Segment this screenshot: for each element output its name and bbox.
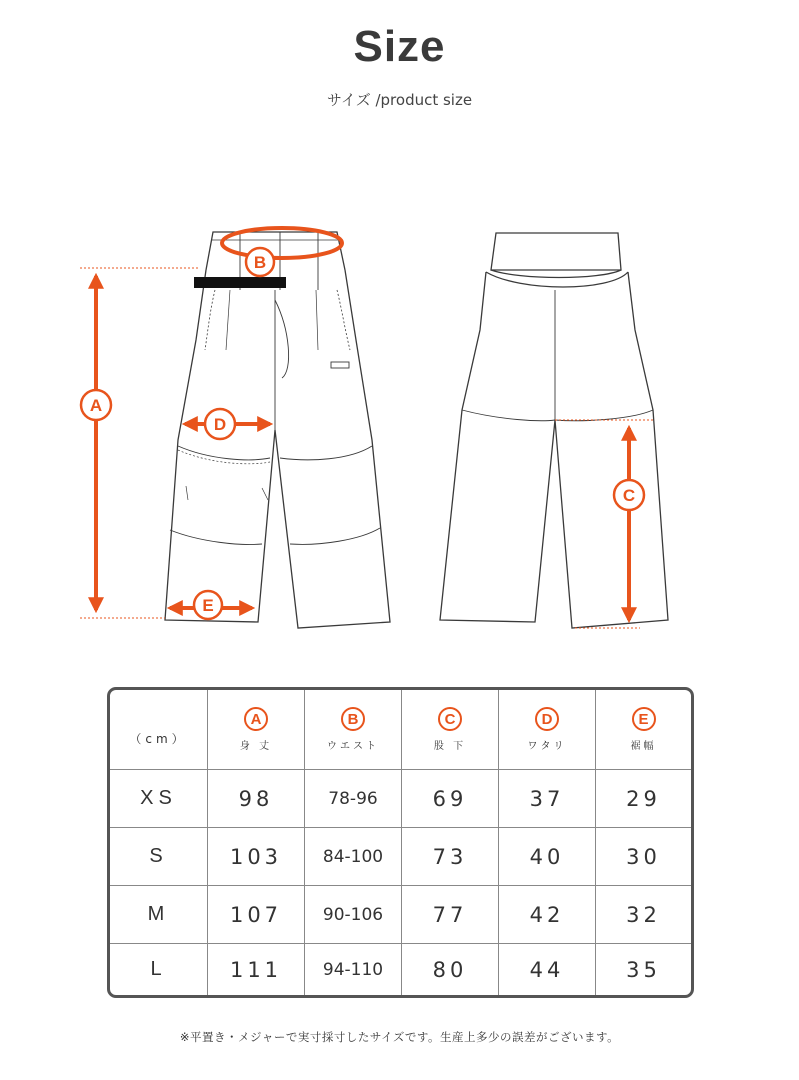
page-subtitle: サイズ /product size: [326, 91, 473, 109]
table-cell: 78-96: [305, 770, 402, 828]
table-cell: 40: [499, 828, 596, 886]
column-label: 身 丈: [239, 741, 273, 752]
table-cell: 30: [596, 828, 691, 886]
table-cell: 77: [402, 886, 499, 944]
table-cell: 94-110: [305, 944, 402, 995]
front-pants-drawing: [165, 232, 390, 628]
marker-e: E: [202, 596, 214, 615]
table-cell: 29: [596, 770, 691, 828]
back-pants-drawing: [440, 233, 668, 628]
table-cell: 69: [402, 770, 499, 828]
size-label: S: [110, 828, 208, 886]
table-cell: 80: [402, 944, 499, 995]
size-table: [107, 687, 694, 998]
column-label: 股 下: [433, 741, 467, 752]
size-label: XS: [110, 770, 208, 828]
column-badge: B: [341, 707, 365, 731]
column-badge: E: [632, 707, 656, 731]
footnote: ※平置き・メジャーで実寸採寸したサイズです。生産上多少の誤差がございます。: [179, 1030, 620, 1044]
table-cell: 37: [499, 770, 596, 828]
marker-d: D: [213, 415, 227, 434]
table-cell: 44: [499, 944, 596, 995]
measurement-a: [80, 268, 200, 618]
unit-cell: [110, 690, 208, 770]
column-badge: D: [535, 707, 559, 731]
table-cell: 90-106: [305, 886, 402, 944]
table-cell: 98: [208, 770, 305, 828]
column-label: ウエスト: [327, 741, 379, 752]
table-cell: 107: [208, 886, 305, 944]
table-cell: 73: [402, 828, 499, 886]
marker-b: B: [253, 253, 267, 272]
column-header: [305, 690, 402, 770]
table-cell: 103: [208, 828, 305, 886]
size-label: L: [110, 944, 208, 995]
column-header: [596, 690, 691, 770]
table-cell: 42: [499, 886, 596, 944]
marker-c: C: [622, 486, 636, 505]
unit-label: （cm）: [129, 732, 188, 746]
size-label: M: [110, 886, 208, 944]
table-cell: 32: [596, 886, 691, 944]
page-title: Size: [353, 22, 446, 71]
table-cell: 111: [208, 944, 305, 995]
column-label: ワタリ: [527, 741, 567, 752]
column-header: [208, 690, 305, 770]
belt: [194, 277, 286, 288]
marker-a: A: [89, 396, 103, 415]
column-badge: A: [244, 707, 268, 731]
table-cell: 84-100: [305, 828, 402, 886]
column-badge: C: [438, 707, 462, 731]
column-header: [402, 690, 499, 770]
column-label: 裾幅: [630, 741, 657, 752]
column-header: [499, 690, 596, 770]
table-cell: 35: [626, 957, 661, 982]
